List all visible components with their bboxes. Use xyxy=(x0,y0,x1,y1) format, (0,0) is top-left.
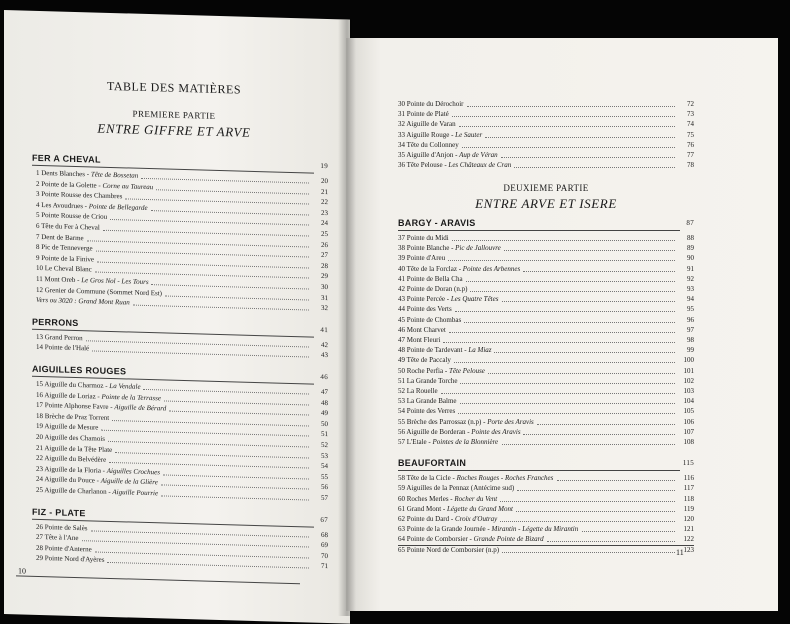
toc-page-number: 42 xyxy=(321,340,328,349)
dot-leader xyxy=(494,346,675,353)
toc-entry-title: 36 Tête Pelouse - xyxy=(398,161,449,170)
toc-entry-title: 8 Pic de Tenneverge xyxy=(36,243,93,253)
toc-entry-title: 64 Pointe de Comborsier - xyxy=(398,535,474,544)
toc-entry-title: 46 Mont Charvet xyxy=(398,325,446,334)
dot-leader xyxy=(514,161,675,168)
toc-entry-title: 63 Pointe de la Grande Journée - xyxy=(398,525,492,534)
toc-entry xyxy=(398,525,694,534)
toc-page-number: 88 xyxy=(687,234,694,242)
toc-entry-subtitle: Le Gros Nol - Les Tours xyxy=(81,276,149,287)
toc-page-number: 21 xyxy=(321,187,328,196)
toc-page-number: 52 xyxy=(321,440,328,450)
toc-page-number: 103 xyxy=(683,387,694,395)
dot-leader xyxy=(458,407,675,414)
toc-page-number: 78 xyxy=(687,161,694,170)
toc-entry-title: 9 Pointe de la Finive xyxy=(36,253,94,264)
dot-leader xyxy=(466,275,675,282)
toc-entry xyxy=(398,377,694,386)
toc-entry xyxy=(398,336,694,345)
toc-page-number: 122 xyxy=(683,535,694,544)
toc-page-number: 25 xyxy=(321,229,328,239)
toc-page-number: 56 xyxy=(321,483,328,492)
toc-entry-title: 62 Pointe du Dard - xyxy=(398,515,455,523)
section-rule xyxy=(398,230,680,231)
toc-entry-title: 17 Pointe Alphonse Favre - xyxy=(36,401,115,412)
section-name: BARGY - ARAVIS xyxy=(398,218,476,228)
toc-entry xyxy=(398,505,694,514)
dot-leader xyxy=(460,397,675,404)
toc-page-number: 123 xyxy=(683,545,694,554)
dot-leader xyxy=(523,428,675,435)
toc-entry-title: 16 Aiguille de Loriaz - xyxy=(36,390,102,401)
dot-leader xyxy=(449,326,675,333)
section-page: 41 xyxy=(320,325,328,334)
toc-entry-title: 55 Brèche des Parrossaz (n.p) - xyxy=(398,417,488,426)
toc-page-number: 118 xyxy=(683,494,694,503)
toc-entry-title: 15 Aiguille du Charmoz - xyxy=(36,379,110,390)
toc-entry xyxy=(398,275,694,284)
toc-entry-subtitle: Tête Pelouse xyxy=(448,366,485,375)
dot-leader xyxy=(467,100,675,107)
left-page xyxy=(4,10,350,624)
dot-leader xyxy=(141,172,309,184)
toc-page-number: 98 xyxy=(687,336,694,344)
dot-leader xyxy=(504,244,675,251)
toc-page-number: 50 xyxy=(321,419,328,428)
part-title-1: ENTRE GIFFRE ET ARVE xyxy=(97,120,251,140)
dot-leader xyxy=(452,234,675,241)
toc-entry-title: 48 Pointe de Tardevant - xyxy=(398,346,469,355)
toc-page-number: 105 xyxy=(683,407,694,416)
footer-rule xyxy=(16,575,300,584)
toc-entry-subtitle: Porte des Aravis xyxy=(487,417,534,426)
toc-page-number: 28 xyxy=(321,261,328,270)
toc-entry xyxy=(398,151,694,160)
toc-entry-title: 24 Aiguille du Pouce - xyxy=(36,475,101,486)
toc-page-number: 57 xyxy=(321,493,328,503)
toc-entry-title: 3 Pointe Rousse des Chambres xyxy=(36,190,123,201)
toc-entry-subtitle: Vers ou 3020 : Grand Mont Ruan xyxy=(36,296,130,307)
book-gutter xyxy=(338,20,356,616)
toc-entry-title: 49 Tête de Paccaly xyxy=(398,356,451,365)
toc-entry-title: 6 Tête du Fer à Cheval xyxy=(36,221,100,232)
toc-entry xyxy=(398,387,694,396)
toc-entry-title: 35 Aiguille d'Anjon - xyxy=(398,151,460,159)
toc-page-number: 100 xyxy=(683,356,694,365)
section-page: 67 xyxy=(320,515,328,524)
toc-entry xyxy=(398,438,694,447)
toc-entry-title: 25 Aiguille de Charlanon - xyxy=(36,485,113,497)
toc-section-heading xyxy=(398,218,694,228)
toc-page-number: 53 xyxy=(321,451,328,460)
right-page xyxy=(346,38,778,611)
dot-leader xyxy=(501,151,675,158)
toc-entry-title: 12 Grenier de Commune (Sommet Nord Est) xyxy=(36,285,162,298)
toc-page-number: 20 xyxy=(321,176,328,186)
dot-leader xyxy=(462,141,675,148)
toc-entry-title: 23 Aiguille de la Floria - xyxy=(36,464,107,475)
toc-entry-title: 41 Pointe de Bella Cha xyxy=(398,274,463,283)
toc-entry-title: 11 Mont Oreb - xyxy=(36,274,82,285)
toc-entry xyxy=(398,305,694,314)
toc-entry-subtitle: Pointe de Bellegarde xyxy=(88,202,148,212)
toc-entry-title: 34 Tête du Collonney xyxy=(398,140,459,149)
toc-entry-subtitle: Le Sauter xyxy=(455,130,483,139)
toc-entry-title: 1 Dents Blanches - xyxy=(36,168,91,179)
toc-entry xyxy=(398,234,694,243)
toc-entry xyxy=(398,428,694,437)
toc-entry xyxy=(398,295,694,304)
toc-entry-subtitle: Aiguille Pourrie xyxy=(112,488,159,498)
toc-page-number: 48 xyxy=(321,398,328,407)
toc-entry-title: 52 La Rouelle xyxy=(398,387,438,395)
toc-page-number: 99 xyxy=(687,346,694,355)
section-name: FER A CHEVAL xyxy=(32,152,101,165)
toc-page-number: 97 xyxy=(687,325,694,334)
toc-entry-subtitle: Pointe de la Terrasse xyxy=(101,392,161,402)
toc-page-number: 101 xyxy=(683,366,694,375)
toc-page-number: 49 xyxy=(321,409,328,418)
toc-entry-title: 39 Pointe d'Areu xyxy=(398,254,446,263)
toc-entry-title: 26 Pointe de Salès xyxy=(36,522,88,532)
toc-entry xyxy=(398,418,694,427)
toc-entry-title: 47 Mont Fleuri xyxy=(398,336,441,344)
toc-page-number: 43 xyxy=(321,351,328,360)
toc-entry-subtitle: Légette du Grand Mont xyxy=(447,504,513,513)
toc-entry-title: 57 L'Etale - xyxy=(398,438,433,446)
toc-entry-subtitle: Aiguille de Bérard xyxy=(114,403,167,413)
dot-leader xyxy=(516,505,675,512)
toc-entry-title: 4 Les Avoudrues - xyxy=(36,200,89,211)
toc-entry-title: 13 Grand Perron xyxy=(36,332,83,342)
toc-page-number: 108 xyxy=(683,438,694,446)
toc-page-number: 30 xyxy=(321,282,328,292)
toc-entry-title: 61 Grand Mont - xyxy=(398,504,447,513)
dot-leader xyxy=(485,131,675,138)
toc-entry xyxy=(398,367,694,376)
toc-page-number: 31 xyxy=(321,293,328,302)
dot-leader xyxy=(441,387,675,394)
toc-page-number: 72 xyxy=(687,100,694,108)
dot-leader xyxy=(502,438,675,445)
toc-page-number: 47 xyxy=(321,387,328,397)
toc-entry xyxy=(398,407,694,416)
toc-entry-title: 43 Pointe Percée - xyxy=(398,295,451,304)
page-number-right: 11 xyxy=(676,548,684,557)
toc-entry-subtitle: Les Châteaux de Cran xyxy=(448,161,512,170)
toc-page-number: 117 xyxy=(683,484,694,493)
toc-entry xyxy=(398,495,694,504)
toc-entry-subtitle: Grande Pointe de Bizard xyxy=(473,535,544,544)
toc-entry-title: 37 Pointe du Midi xyxy=(398,234,449,242)
toc-page-number: 102 xyxy=(683,376,694,385)
toc-entry-title: 56 Aiguille de Borderan - xyxy=(398,427,472,436)
toc-entry-subtitle: Pointe des Arbennes xyxy=(462,264,521,273)
toc-entry-title: 2 Pointe de la Golette - xyxy=(36,179,103,190)
toc-entry-subtitle: Pointe des Aravis xyxy=(471,427,521,436)
toc-entry-title: 19 Aiguille de Mesure xyxy=(36,422,99,433)
toc-entry-title: 10 Le Cheval Blanc xyxy=(36,264,92,274)
dot-leader xyxy=(547,535,675,542)
toc-entry-subtitle: Corne au Taureau xyxy=(102,181,154,191)
toc-entry-title: 45 Pointe de Chombas xyxy=(398,315,462,324)
toc-page-number: 119 xyxy=(683,504,694,513)
footer-rule-right xyxy=(398,545,694,546)
toc-entry-title: 29 Pointe Nord d'Ayères xyxy=(36,554,105,565)
toc-entry-subtitle: Aiguilles Crochues xyxy=(106,466,160,477)
toc-entry-title: 42 Pointe de Doran (n.p) xyxy=(398,285,468,293)
toc-entry-title: 54 Pointe des Verres xyxy=(398,407,456,416)
toc-entry-subtitle: Roches Rouges - Roches Franches xyxy=(456,474,554,483)
toc-entry-title: 44 Pointe des Verts xyxy=(398,305,452,314)
dot-leader xyxy=(488,367,675,374)
toc-entry-title: 30 Pointe du Dérochoir xyxy=(398,100,464,108)
toc-page-number: 29 xyxy=(321,272,328,281)
toc-entry-title: 28 Pointe d'Anterne xyxy=(36,543,92,554)
toc-page-number: 121 xyxy=(683,525,694,534)
section-page: 46 xyxy=(320,372,328,382)
toc-entry-title: 53 La Grande Balme xyxy=(398,397,457,406)
toc-page-number: 106 xyxy=(683,417,694,426)
dot-leader xyxy=(455,305,675,312)
toc-entry xyxy=(398,161,694,170)
toc-entry-subtitle: Les Quatre Têtes xyxy=(450,295,499,304)
toc-entry xyxy=(398,120,694,129)
toc-entry xyxy=(398,285,694,294)
toc-page-number: 73 xyxy=(687,110,694,119)
dot-leader xyxy=(582,525,675,532)
dot-leader xyxy=(454,356,675,363)
toc-entry xyxy=(398,397,694,406)
toc-entry xyxy=(398,535,694,544)
toc-page-number: 107 xyxy=(683,427,694,436)
toc-entry-title: 5 Pointe Rousse de Criou xyxy=(36,211,108,222)
toc-entry-subtitle: Pointes de la Blonnière xyxy=(432,438,499,446)
toc-page-number: 120 xyxy=(683,515,694,523)
toc-entry-title: 51 La Grande Torche xyxy=(398,376,458,385)
dot-leader xyxy=(517,484,675,491)
dot-leader xyxy=(459,120,675,127)
toc-page-number: 96 xyxy=(687,315,694,324)
toc-page-number: 54 xyxy=(321,462,328,471)
part-label-1: PREMIERE PARTIE xyxy=(132,108,216,121)
toc-entry-subtitle: Aiguille de la Glière xyxy=(100,477,158,487)
toc-entry-subtitle: Croix d'Outray xyxy=(454,515,498,523)
toc-entry-subtitle: Aup de Véran xyxy=(459,151,498,159)
toc-entry-subtitle: Rocher du Vent xyxy=(454,494,498,503)
toc-entry-subtitle: La Vendale xyxy=(109,381,141,391)
toc-entry-title: 7 Dent de Barme xyxy=(36,232,84,242)
toc-entry xyxy=(398,346,694,355)
toc-entry-title: 14 Pointe de l'Halé xyxy=(36,343,90,353)
toc-entry-title: 20 Aiguille des Chamois xyxy=(36,432,106,443)
toc-page-number: 76 xyxy=(687,140,694,149)
toc-entry xyxy=(398,515,694,524)
toc-entry xyxy=(398,546,694,555)
section-page: 19 xyxy=(320,161,328,171)
section-page: 87 xyxy=(686,219,694,227)
toc-page-number: 70 xyxy=(321,551,328,560)
section-name: FIZ - PLATE xyxy=(32,506,86,518)
toc-page-number: 116 xyxy=(683,474,694,483)
dot-leader xyxy=(443,336,675,343)
toc-page-number: 92 xyxy=(687,274,694,283)
toc-page-number: 27 xyxy=(321,251,328,260)
dot-leader xyxy=(464,316,675,323)
toc-entry-title: 27 Tête à l'Ane xyxy=(36,533,79,543)
toc-page-number: 93 xyxy=(687,285,694,293)
section-page: 115 xyxy=(682,459,694,468)
toc-entry-title: 21 Aiguille de la Tête Plate xyxy=(36,443,113,454)
toc-page-number: 89 xyxy=(687,244,694,253)
toc-page-number: 26 xyxy=(321,240,328,249)
toc-page-number: 71 xyxy=(321,562,328,571)
toc-entry-title: 18 Brèche de Praz Torrent xyxy=(36,411,110,422)
toc-page-number: 51 xyxy=(321,430,328,439)
toc-entry xyxy=(398,254,694,263)
toc-entry xyxy=(398,100,694,109)
toc-entry-title: 22 Aiguille du Belvédère xyxy=(36,454,107,465)
dot-leader xyxy=(502,546,675,553)
toc-entry-title: 40 Tête de la Forclaz - xyxy=(398,264,463,273)
toc-page-number: 77 xyxy=(687,151,694,159)
toc-entry xyxy=(398,244,694,253)
toc-entry xyxy=(398,141,694,150)
toc-entry-title: 33 Aiguille Rouge - xyxy=(398,130,456,139)
toc-page-number: 104 xyxy=(683,397,694,406)
toc-entry-title: 38 Pointe Blanche - xyxy=(398,244,456,253)
toc-entry-title: 31 Pointe de Platé xyxy=(398,110,449,119)
toc-page-number: 90 xyxy=(687,254,694,263)
toc-page-number: 94 xyxy=(687,295,694,304)
dot-leader xyxy=(500,515,675,522)
section-name: BEAUFORTAIN xyxy=(398,458,467,469)
dot-leader xyxy=(460,377,675,384)
toc-entry-subtitle: Pic de Jallouvre xyxy=(455,244,501,253)
toc-page-number: 75 xyxy=(687,130,694,139)
dot-leader xyxy=(523,265,675,272)
section-name: PERRONS xyxy=(32,316,79,328)
toc-page-number: 95 xyxy=(687,305,694,314)
toc-entry xyxy=(398,265,694,274)
toc-entry-title: 65 Pointe Nord de Comborsier (n.p) xyxy=(398,545,500,554)
dot-leader xyxy=(470,285,675,292)
dot-leader xyxy=(557,474,675,481)
toc-entry-title: 50 Roche Perfia - xyxy=(398,366,449,375)
toc-page-number: 55 xyxy=(321,472,328,481)
dot-leader xyxy=(500,495,675,502)
toc-entry-title: 32 Aiguille de Varan xyxy=(398,120,456,129)
toc-page-number: 23 xyxy=(321,208,328,217)
toc-entry xyxy=(398,356,694,365)
toc-page-number: 68 xyxy=(321,530,328,539)
toc-entry xyxy=(398,131,694,140)
toc-page-number: 69 xyxy=(321,541,328,550)
toc-entry xyxy=(398,326,694,335)
toc-page-number: 24 xyxy=(321,219,328,228)
dot-leader xyxy=(143,383,309,395)
toc-entry-title: 60 Roches Merles - xyxy=(398,494,455,503)
toc-page-number: 22 xyxy=(321,198,328,207)
toc-entry xyxy=(398,316,694,325)
toc-entry xyxy=(398,110,694,119)
dot-leader xyxy=(448,254,675,261)
dot-leader xyxy=(502,295,675,302)
toc-entry xyxy=(398,474,694,483)
toc-entry-subtitle: Mirantin - Légette du Mirantin xyxy=(491,525,579,534)
part-label-2: DEUXIEME PARTIE xyxy=(503,183,589,193)
dot-leader xyxy=(452,110,675,117)
section-rule xyxy=(398,470,680,471)
page-number-left: 10 xyxy=(18,566,26,576)
dot-leader xyxy=(537,418,675,425)
toc-title: TABLE DES MATIÈRES xyxy=(106,78,242,97)
part-title-2: ENTRE ARVE ET ISERE xyxy=(475,196,617,211)
toc-entry xyxy=(398,484,694,493)
toc-entry-subtitle: La Miaz xyxy=(468,346,492,355)
section-name: AIGUILLES ROUGES xyxy=(32,363,127,377)
toc-section-heading xyxy=(398,458,694,468)
toc-entry-subtitle: Tête de Bossetan xyxy=(90,170,139,180)
toc-page-number: 32 xyxy=(321,304,328,313)
toc-entry-title: 59 Aiguilles de la Pennaz (Antécime sud) xyxy=(398,484,515,493)
toc-page-number: 74 xyxy=(687,120,694,129)
toc-page-number: 91 xyxy=(687,264,694,273)
toc-entry-title: 58 Tête de la Cicle - xyxy=(398,474,457,483)
